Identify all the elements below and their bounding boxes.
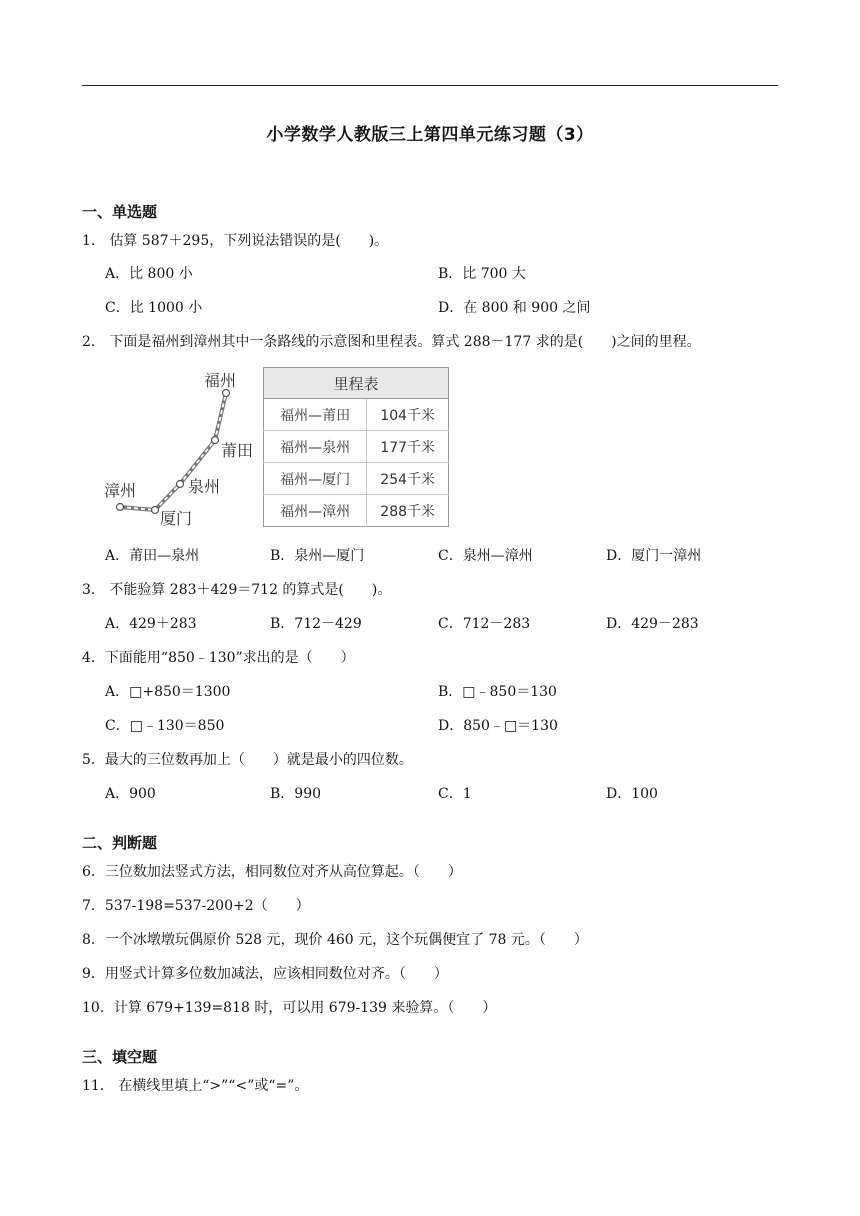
station-quanzhou-label: 泉州	[188, 477, 221, 496]
question-1: 1． 估算 587＋295，下列说法错误的是( )。	[82, 233, 389, 249]
question-9: 9．用竖式计算多位数加减法，应该相同数位对齐。（ ）	[82, 966, 448, 982]
section-single-choice: 一、单选题	[82, 203, 158, 221]
table-row	[264, 431, 449, 463]
question-10: 10．计算 679+139=818 时，可以用 679-139 来验算。（ ）	[82, 1000, 497, 1016]
q1-option-d: D．在 800 和 900 之间	[438, 300, 591, 316]
station-xiamen-dot	[152, 507, 159, 514]
q4-option-d: D．850﹣□＝130	[438, 718, 558, 734]
question-11: 11． 在横线里填上“>”“<”或“=”。	[82, 1078, 309, 1094]
question-6: 6．三位数加法竖式方法，相同数位对齐从高位算起。（ ）	[82, 864, 462, 880]
route-cell: 福州—莆田	[264, 399, 367, 431]
q5-option-b: B．990	[270, 786, 322, 802]
section-true-false: 二、判断题	[82, 834, 158, 852]
distance-cell: 288千米	[367, 495, 449, 527]
station-fuzhou-label: 福州	[204, 371, 237, 390]
q3-option-b: B．712－429	[270, 616, 362, 632]
header-rule	[82, 85, 778, 86]
q2-option-c: C．泉州—漳州	[438, 548, 533, 564]
table-row	[264, 463, 449, 495]
route-cell: 福州—泉州	[264, 431, 367, 463]
station-zhangzhou-label: 漳州	[104, 481, 137, 500]
q5-option-a: A．900	[105, 786, 156, 802]
station-putian-dot	[212, 437, 219, 444]
question-8: 8．一个冰墩墩玩偶原价 528 元，现价 460 元，这个玩偶便宜了 78 元。（ ）	[82, 932, 588, 948]
station-xiamen-label: 厦门	[160, 509, 193, 528]
q3-option-c: C．712－283	[438, 616, 531, 632]
q4-option-b: B．□﹣850＝130	[438, 684, 557, 700]
station-putian-label: 莆田	[221, 441, 254, 460]
table-row	[264, 495, 449, 527]
question-3: 3． 不能验算 283＋429＝712 的算式是( )。	[82, 582, 392, 598]
q3-option-a: A．429＋283	[105, 616, 197, 632]
q4-option-a: A．□+850＝1300	[105, 684, 231, 700]
distance-cell: 177千米	[367, 431, 449, 463]
section-fill-in: 三、填空题	[82, 1048, 158, 1066]
question-7: 7．537-198=537-200+2（ ）	[82, 898, 310, 914]
q2-option-b: B．泉州—厦门	[270, 548, 365, 564]
q1-option-a: A．比 800 小	[105, 266, 193, 282]
q1-option-b: B．比 700 大	[438, 266, 526, 282]
route-figure	[100, 364, 460, 530]
q3-option-d: D．429－283	[606, 616, 699, 632]
q4-option-c: C．□﹣130＝850	[105, 718, 225, 734]
q2-option-d: D．厦门一漳州	[606, 548, 702, 564]
distance-cell: 104千米	[367, 399, 449, 431]
distance-cell: 254千米	[367, 463, 449, 495]
route-cell: 福州—漳州	[264, 495, 367, 527]
station-quanzhou-dot	[177, 481, 184, 488]
q2-option-a: A．莆田—泉州	[105, 548, 200, 564]
route-cell: 福州—厦门	[264, 463, 367, 495]
q5-option-c: C．1	[438, 786, 472, 802]
question-4: 4．下面能用“850﹣130”求出的是（ ）	[82, 650, 355, 666]
q1-option-c: C．比 1000 小	[105, 300, 203, 316]
table-row	[264, 399, 449, 431]
station-zhangzhou-dot	[117, 504, 124, 511]
q5-option-d: D．100	[606, 786, 658, 802]
question-5: 5．最大的三位数再加上（ ）就是最小的四位数。	[82, 752, 413, 768]
question-2: 2． 下面是福州到漳州其中一条路线的示意图和里程表。算式 288－177 求的是( )之间的里程。	[82, 334, 701, 350]
mileage-table	[263, 367, 449, 527]
page-title: 小学数学人教版三上第四单元练习题（3）	[266, 125, 594, 145]
mileage-table-title: 里程表	[264, 368, 449, 399]
